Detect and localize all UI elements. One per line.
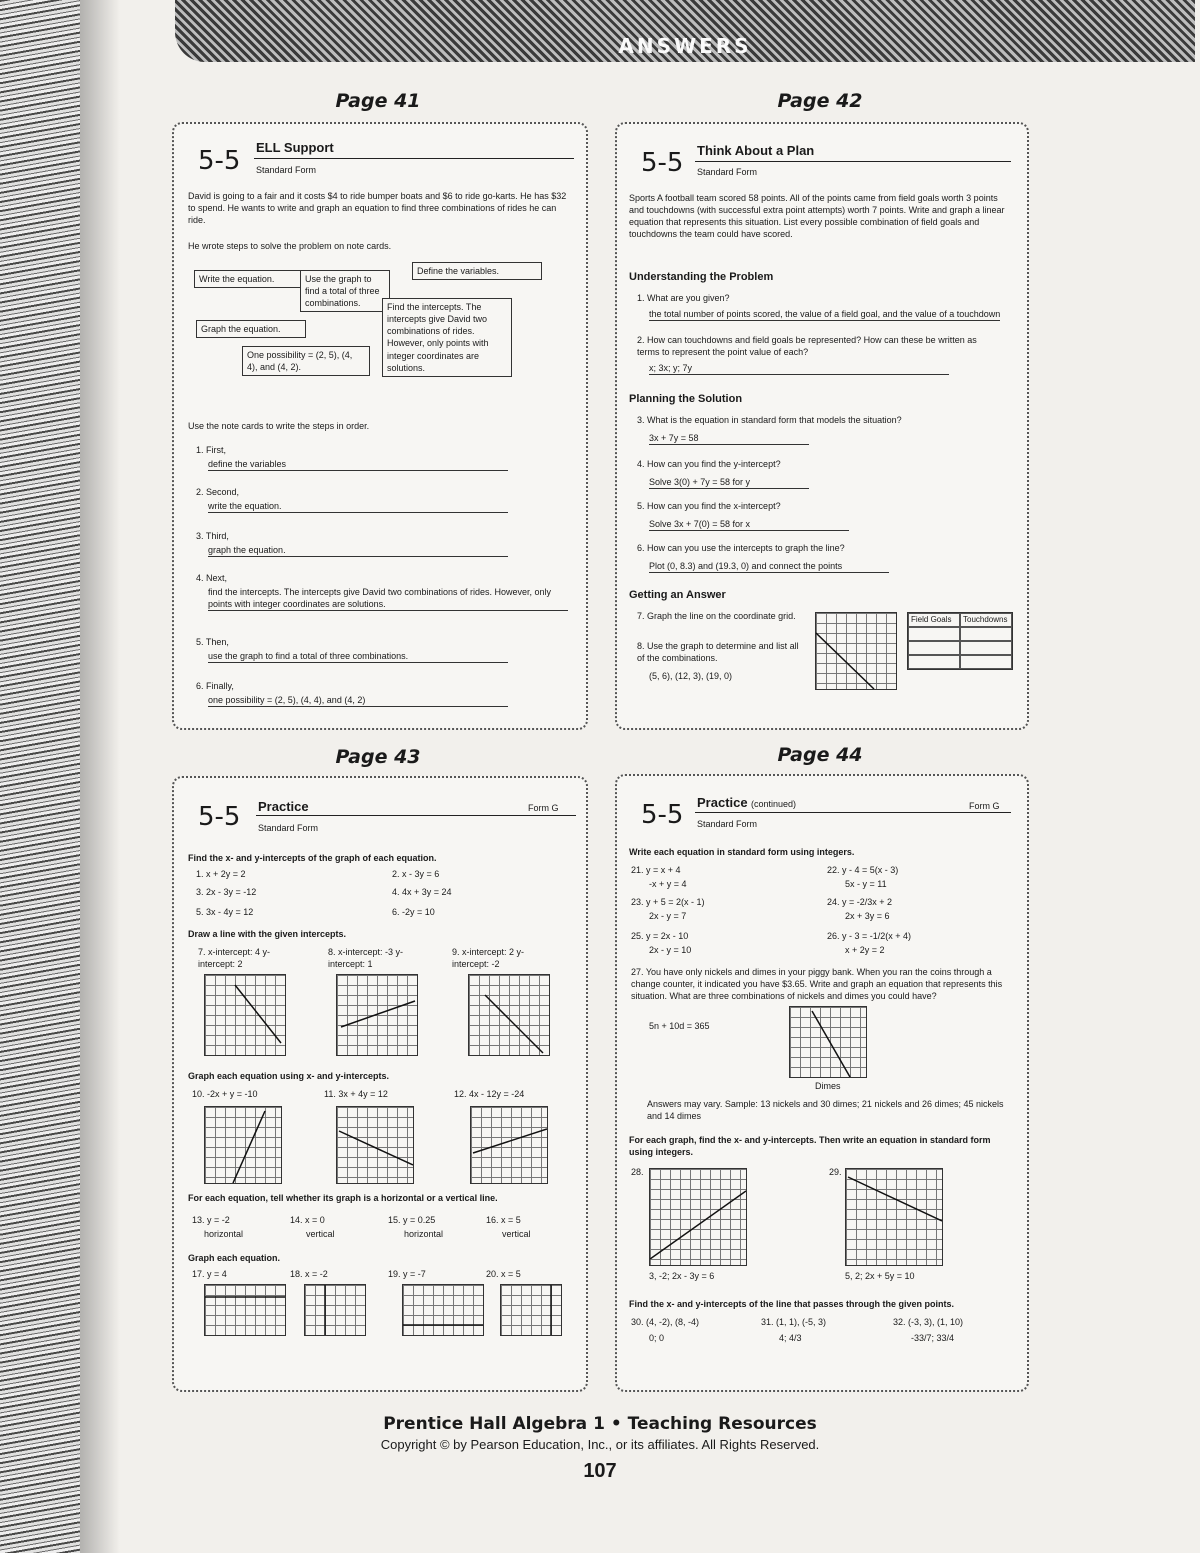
step-1-label: 1. First,	[196, 445, 227, 455]
ans-14: vertical	[306, 1229, 335, 1239]
ex-3: 3. 2x - 3y = -12	[196, 887, 257, 897]
form-tag: Form G	[969, 801, 1000, 811]
footer-title: Prentice Hall Algebra 1 • Teaching Resources	[383, 1414, 817, 1434]
q1: 1. What are you given?	[637, 293, 730, 303]
lesson-number: 5-5	[641, 800, 684, 830]
line-29	[846, 1169, 942, 1265]
line-10	[205, 1107, 281, 1183]
ans-29: 5, 2; 2x + 5y = 10	[845, 1271, 915, 1281]
table-header-touchdowns: Touchdowns	[960, 613, 1012, 627]
grid-17	[204, 1284, 286, 1336]
lesson-subtitle: Standard Form	[697, 167, 758, 177]
ans-25: 2x - y = 10	[649, 945, 692, 955]
ans-31: 4; 4/3	[779, 1333, 802, 1343]
coin-axis-label: Dimes	[815, 1081, 841, 1091]
ex-21: 21. y = x + 4	[631, 865, 681, 875]
footer-copyright: Copyright © by Pearson Education, Inc., or its affiliates. All Rights Reserved.	[380, 1437, 820, 1452]
ex-7: 7. x-intercept: 4 y-intercept: 2	[198, 947, 271, 970]
ex-18: 18. x = -2	[290, 1269, 328, 1279]
ex-19: 19. y = -7	[388, 1269, 426, 1279]
step-3-answer: graph the equation.	[208, 544, 508, 557]
ex-20: 20. x = 5	[486, 1269, 521, 1279]
ex-11: 11. 3x + 4y = 12	[324, 1089, 388, 1099]
ans-23: 2x - y = 7	[649, 911, 687, 921]
page-43-heading: Page 43	[335, 746, 421, 768]
line-7	[205, 975, 285, 1055]
step-6-label: 6. Finally,	[196, 681, 234, 691]
ex-12: 12. 4x - 12y = -24	[454, 1089, 525, 1099]
ans-26: x + 2y = 2	[845, 945, 885, 955]
line-9	[469, 975, 549, 1055]
grid-28	[649, 1168, 747, 1266]
ex-30: 30. (4, -2), (8, -4)	[631, 1317, 700, 1327]
ans-15: horizontal	[404, 1229, 444, 1239]
continued-tag: (continued)	[751, 799, 797, 809]
step-5-answer: use the graph to find a total of three combinations.	[208, 650, 508, 663]
ex-32: 32. (-3, 3), (1, 10)	[893, 1317, 964, 1327]
page-41-heading: Page 41	[335, 90, 421, 112]
grid-7	[204, 974, 286, 1056]
line-19	[403, 1285, 483, 1335]
page-number: 107	[583, 1460, 617, 1482]
q6: 6. How can you use the intercepts to graph the line?	[637, 543, 845, 553]
line-17	[205, 1285, 285, 1335]
a3: 3x + 7y = 58	[649, 432, 809, 445]
q27: 27. You have only nickels and dimes in your piggy bank. When you ran the coins through a change counter, it indicated you have $3.65. Write and graph an equation that represents this situation. What are three combinations of nickels and dimes you could have?	[631, 967, 1003, 1002]
lesson-number: 5-5	[198, 802, 241, 832]
ex-8: 8. x-intercept: -3 y-intercept: 1	[328, 947, 404, 970]
ex-14: 14. x = 0	[290, 1215, 325, 1225]
step-2-answer: write the equation.	[208, 500, 508, 513]
answers-banner	[175, 0, 1195, 62]
line-8	[337, 975, 417, 1055]
card-possibility: One possibility = (2, 5), (4, 4), and (4, 2).	[242, 346, 370, 376]
grid-8	[336, 974, 418, 1056]
form-tag: Form G	[528, 803, 559, 813]
dir-two-points: Find the x- and y-intercepts of the line that passes through the given points.	[629, 1299, 955, 1309]
ex-22: 22. y - 4 = 5(x - 3)	[827, 865, 899, 875]
step-4-label: 4. Next,	[196, 573, 228, 583]
dir-standard-form: Write each equation in standard form using integers.	[629, 847, 855, 857]
ex-25: 25. y = 2x - 10	[631, 931, 689, 941]
card-usegraph: Use the graph to find a total of three combinations.	[300, 270, 390, 312]
lesson-number: 5-5	[198, 146, 241, 176]
combo-table	[907, 612, 1013, 670]
section-planning: Planning the Solution	[629, 393, 743, 405]
dir-horiz-vert: For each equation, tell whether its graph is a horizontal or a vertical line.	[188, 1193, 498, 1203]
ans-16: vertical	[502, 1229, 531, 1239]
ex-29: 29.	[829, 1167, 842, 1177]
lesson-subtitle: Standard Form	[697, 819, 758, 829]
q3: 3. What is the equation in standard form that models the situation?	[637, 415, 902, 425]
q4: 4. How can you find the y-intercept?	[637, 459, 781, 469]
dir-graph: Graph each equation.	[188, 1253, 281, 1263]
dir-graph-intercepts: For each graph, find the x- and y-intercepts. Then write an equation in standard form using integers.	[629, 1135, 991, 1158]
dir-graph-intercepts: Graph each equation using x- and y-intercepts.	[188, 1071, 390, 1081]
q7: 7. Graph the line on the coordinate grid.	[637, 611, 796, 621]
lesson-subtitle: Standard Form	[256, 165, 317, 175]
binding-edge	[80, 0, 120, 1553]
grid-18	[304, 1284, 366, 1336]
step-5-label: 5. Then,	[196, 637, 229, 647]
ans-13: horizontal	[204, 1229, 244, 1239]
card-findint: Find the intercepts. The intercepts give David two combinations of rides. However, only points with integer coordinates are solutions.	[382, 298, 512, 377]
line-20	[501, 1285, 561, 1335]
football-line	[816, 613, 896, 689]
grid-10	[204, 1106, 282, 1184]
steps-intro: He wrote steps to solve the problem on note cards.	[188, 241, 392, 251]
grid-12	[470, 1106, 548, 1184]
ex-9: 9. x-intercept: 2 y-intercept: -2	[452, 947, 525, 970]
ans-28: 3, -2; 2x - 3y = 6	[649, 1271, 715, 1281]
banner-label: ANSWERS	[618, 34, 752, 58]
ex-26: 26. y - 3 = -1/2(x + 4)	[827, 931, 912, 941]
coin-line	[790, 1007, 866, 1077]
q8: 8. Use the graph to determine and list all of the combinations.	[637, 641, 799, 664]
line-28	[650, 1169, 746, 1265]
a1: the total number of points scored, the value of a field goal, and the value of a touchdown	[649, 308, 1000, 321]
intro-text: David is going to a fair and it costs $4 to ride bumper boats and $6 to ride go-karts. He has $32 to spend. He wants to write and graph an equation to find three combinations of rides he can ride.	[188, 191, 567, 226]
panel-page-43	[172, 776, 588, 1392]
ex-24: 24. y = -2/3x + 2	[827, 897, 893, 907]
lesson-subtitle: Standard Form	[258, 823, 319, 833]
ex-1: 1. x + 2y = 2	[196, 869, 246, 879]
step-4-answer: find the intercepts. The intercepts give David two combinations of rides. However, only points with integer coordinates are solutions.	[208, 586, 568, 611]
a5: Solve 3x + 7(0) = 58 for x	[649, 518, 849, 531]
coin-grid	[789, 1006, 867, 1078]
binding-shadow	[0, 0, 80, 1553]
a2: x; 3x; y; 7y	[649, 362, 949, 375]
panel-page-44	[615, 774, 1029, 1392]
grid-29	[845, 1168, 943, 1266]
ex-2: 2. x - 3y = 6	[392, 869, 440, 879]
lesson-title: Think About a Plan	[697, 143, 815, 158]
grid-20	[500, 1284, 562, 1336]
football-grid	[815, 612, 897, 690]
title-rule	[695, 812, 1011, 813]
grid-9	[468, 974, 550, 1056]
q5: 5. How can you find the x-intercept?	[637, 501, 781, 511]
line-18	[305, 1285, 365, 1335]
ex-15: 15. y = 0.25	[388, 1215, 436, 1225]
ex-5: 5. 3x - 4y = 12	[196, 907, 254, 917]
line-12	[471, 1107, 547, 1183]
lesson-title: ELL Support	[256, 140, 334, 155]
intro-text: Sports A football team scored 58 points. All of the points came from field goals worth 3 points and touchdowns (with successful extra point attempts) worth 7 points. Write and graph a linear equation that represents this situation. List every possible combination of field goals and touchdowns the team could have scored.	[629, 193, 1005, 240]
page-42-heading: Page 42	[777, 90, 863, 112]
panel-page-41	[172, 122, 588, 730]
a4: Solve 3(0) + 7y = 58 for y	[649, 476, 809, 489]
step-3-label: 3. Third,	[196, 531, 229, 541]
dir-intercepts: Find the x- and y-intercepts of the graph of each equation.	[188, 853, 437, 863]
ex-28: 28.	[631, 1167, 644, 1177]
lesson-title: Practice	[697, 795, 748, 810]
ex-23: 23. y + 5 = 2(x - 1)	[631, 897, 705, 907]
step-6-answer: one possibility = (2, 5), (4, 4), and (4, 2)	[208, 694, 508, 707]
ans-30: 0; 0	[649, 1333, 665, 1343]
q2: 2. How can touchdowns and field goals be represented? How can these be written as terms to represent the point value of each?	[637, 335, 977, 358]
use-note: Use the note cards to write the steps in order.	[188, 421, 370, 431]
card-graph: Graph the equation.	[196, 320, 306, 338]
table-header-fieldgoals: Field Goals	[908, 613, 960, 627]
title-rule	[256, 815, 576, 816]
ex-6: 6. -2y = 10	[392, 907, 435, 917]
step-1-answer: define the variables	[208, 458, 508, 471]
ex-13: 13. y = -2	[192, 1215, 230, 1225]
ex-31: 31. (1, 1), (-5, 3)	[761, 1317, 827, 1327]
ans-24: 2x + 3y = 6	[845, 911, 890, 921]
lesson-number: 5-5	[641, 148, 684, 178]
page-44-heading: Page 44	[777, 744, 863, 766]
ans-22: 5x - y = 11	[845, 879, 887, 889]
ex-17: 17. y = 4	[192, 1269, 227, 1279]
grid-11	[336, 1106, 414, 1184]
ans-21: -x + y = 4	[649, 879, 687, 889]
dir-draw: Draw a line with the given intercepts.	[188, 929, 347, 939]
card-define: Define the variables.	[412, 262, 542, 280]
title-rule	[695, 161, 1011, 162]
title-rule	[254, 158, 574, 159]
ex-4: 4. 4x + 3y = 24	[392, 887, 452, 897]
section-getting-answer: Getting an Answer	[629, 589, 726, 601]
ans-32: -33/7; 33/4	[911, 1333, 955, 1343]
ex-16: 16. x = 5	[486, 1215, 521, 1225]
card-write: Write the equation.	[194, 270, 304, 288]
section-understanding: Understanding the Problem	[629, 271, 774, 283]
ex-10: 10. -2x + y = -10	[192, 1089, 258, 1099]
step-2-label: 2. Second,	[196, 487, 240, 497]
a8: (5, 6), (12, 3), (19, 0)	[649, 671, 733, 681]
lesson-title: Practice	[258, 799, 309, 814]
a6: Plot (0, 8.3) and (19.3, 0) and connect the points	[649, 560, 889, 573]
panel-page-42	[615, 122, 1029, 730]
grid-19	[402, 1284, 484, 1336]
a27: 5n + 10d = 365	[649, 1021, 710, 1031]
a27-sample: Answers may vary. Sample: 13 nickels and 30 dimes; 21 nickels and 26 dimes; 45 nickels and 14 dimes	[647, 1099, 1004, 1122]
line-11	[337, 1107, 413, 1183]
